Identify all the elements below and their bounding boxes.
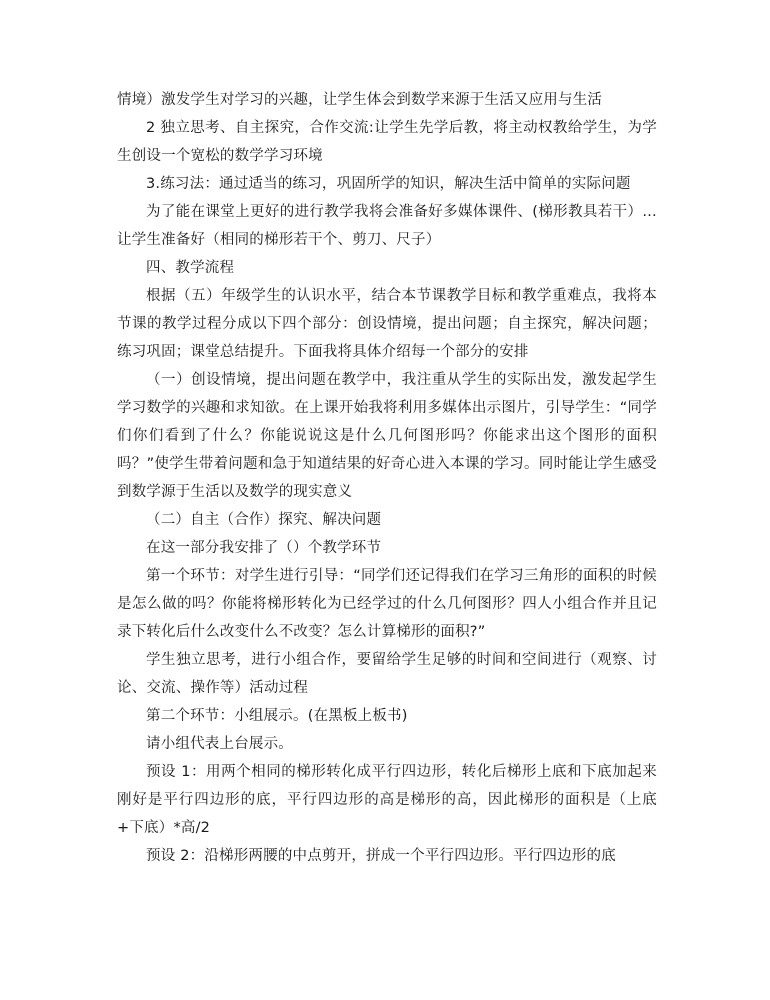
paragraph-7: （一）创设情境，提出问题在教学中，我注重从学生的实际出发，激发起学生学习数学的兴趣和求知欲。在上课开始我将利用多媒体出示图片，引导学生：“同学们你们看到了什么？你能说说这是什么几何图形吗？你能求出这个图形的面积吗？”使学生带着问题和急于知道结果的好奇心进入本课的学习。同时能让学生感受到数学源于生活以及数学的现实意义: [117, 372, 657, 500]
section-heading-teaching-process: 四、教学流程: [146, 260, 235, 276]
document-body: [117, 86, 657, 870]
paragraph-15: 预设 2：沿梯形两腰的中点剪开，拼成一个平行四边形。平行四边形的底: [146, 848, 616, 864]
paragraph-11: 学生独立思考，进行小组合作，要留给学生足够的时间和空间进行（观察、讨论、交流、操作等）活动过程: [117, 652, 657, 696]
paragraph-14: 预设 1：用两个相同的梯形转化成平行四边形，转化后梯形上底和下底加起来刚好是平行四边形的底，平行四边形的高是梯形的高，因此梯形的面积是（上底+下底）*高/2: [117, 764, 657, 836]
paragraph-4: 为了能在课堂上更好的进行教学我将会准备好多媒体课件、(梯形教具若干）…让学生准备好（相同的梯形若干个、剪刀、尺子）: [117, 204, 657, 248]
paragraph-13: 请小组代表上台展示。: [146, 736, 293, 752]
paragraph-10: 第一个环节：对学生进行引导：“同学们还记得我们在学习三角形的面积的时候是怎么做的吗？你能将梯形转化为已经学过的什么几何图形？四人小组合作并且记录下转化后什么改变什么不改变？怎么计算梯形的面积?”: [117, 568, 657, 640]
paragraph-3: 3.练习法：通过适当的练习，巩固所学的知识，解决生活中简单的实际问题: [146, 176, 631, 192]
paragraph-6: 根据（五）年级学生的认识水平，结合本节课教学目标和教学重难点，我将本节课的教学过程分成以下四个部分：创设情境，提出问题；自主探究，解决问题；练习巩固；课堂总结提升。下面我将具体介绍每一个部分的安排: [117, 288, 657, 360]
paragraph-9: 在这一部分我安排了（）个教学环节: [146, 540, 382, 556]
paragraph-12: 第二个环节：小组展示。(在黑板上板书): [146, 708, 408, 724]
subheading-inquiry: （二）自主（合作）探究、解决问题: [146, 512, 382, 528]
paragraph-1: 情境）激发学生对学习的兴趣，让学生体会到数学来源于生活又应用与生活: [117, 92, 603, 108]
paragraph-2: 2 独立思考、自主探究，合作交流:让学生先学后教，将主动权教给学生，为学生创设一个宽松的数学学习环境: [117, 120, 657, 164]
